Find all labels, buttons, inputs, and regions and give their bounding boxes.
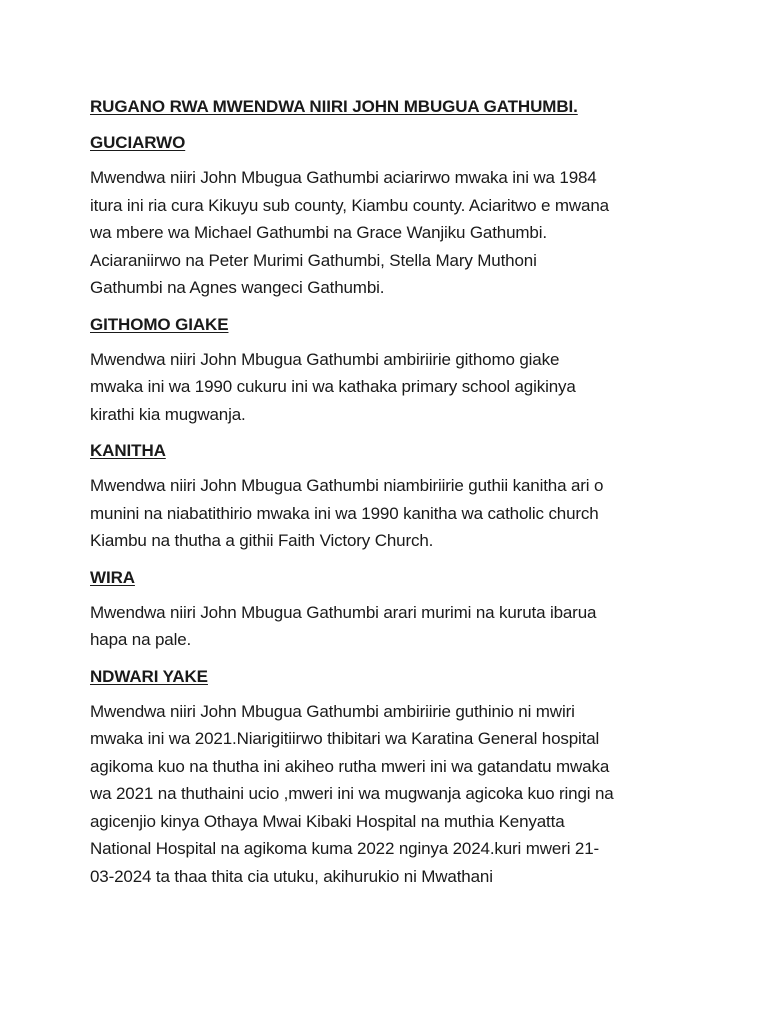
section-body-githomo-giake: Mwendwa niiri John Mbugua Gathumbi ambiriirie githomo giake mwaka ini wa 1990 cukuru ini wa kathaka primary school agikinya kirathi kia mugwanja.	[90, 349, 576, 424]
section-body-kanitha: Mwendwa niiri John Mbugua Gathumbi niambiriirie guthii kanitha ari o munini na niabatithirio mwaka ini wa 1990 kanitha wa catholic church Kiambu na thutha a githii Faith Victory Church.	[90, 476, 604, 550]
section-body-ndwari-yake: Mwendwa niiri John Mbugua Gathumbi ambiriirie guthinio ni mwiri mwaka ini wa 2021.Niarigitiirwo thibitari wa Karatina General hospital agikoma kuo na thutha ini akiheo rutha mweri ini wa gatandatu mwaka wa 2021 na thuthaini ucio ,mweri ini wa mugwanja agicoka kuo ringi na agicenjio kinya Othaya Mwai Kibaki Hospital na muthia Kenyatta National Hospital na agikoma kuma 2022 nginya 2024.kuri mweri 21- 03-2024 ta thaa thita cia utuku, akihurukio ni Mwathani	[90, 701, 614, 886]
section-heading-wira: WIRA	[90, 567, 135, 587]
document-title: RUGANO RWA MWENDWA NIIRI JOHN MBUGUA GATHUMBI.	[90, 97, 578, 116]
document-content	[90, 94, 690, 900]
section-heading-ndwari-yake: NDWARI YAKE	[90, 666, 208, 686]
section-heading-githomo-giake: GITHOMO GIAKE	[90, 314, 229, 334]
section-heading-guciarwo: GUCIARWO	[90, 133, 186, 152]
section-body-wira: Mwendwa niiri John Mbugua Gathumbi arari murimi na kuruta ibarua hapa na pale.	[90, 602, 597, 649]
section-heading-kanitha: KANITHA	[90, 441, 166, 460]
section-body-guciarwo: Mwendwa niiri John Mbugua Gathumbi aciarirwo mwaka ini wa 1984 itura ini ria cura Kikuyu sub county, Kiambu county. Aciaritwo e mwana wa mbere wa Michael Gathumbi na Grace Wanjiku Gathumbi. Aciaraniirwo na Peter Murimi Gathumbi, Stella Mary Muthoni Gathumbi na Agnes wangeci Gathumbi.	[90, 168, 609, 297]
